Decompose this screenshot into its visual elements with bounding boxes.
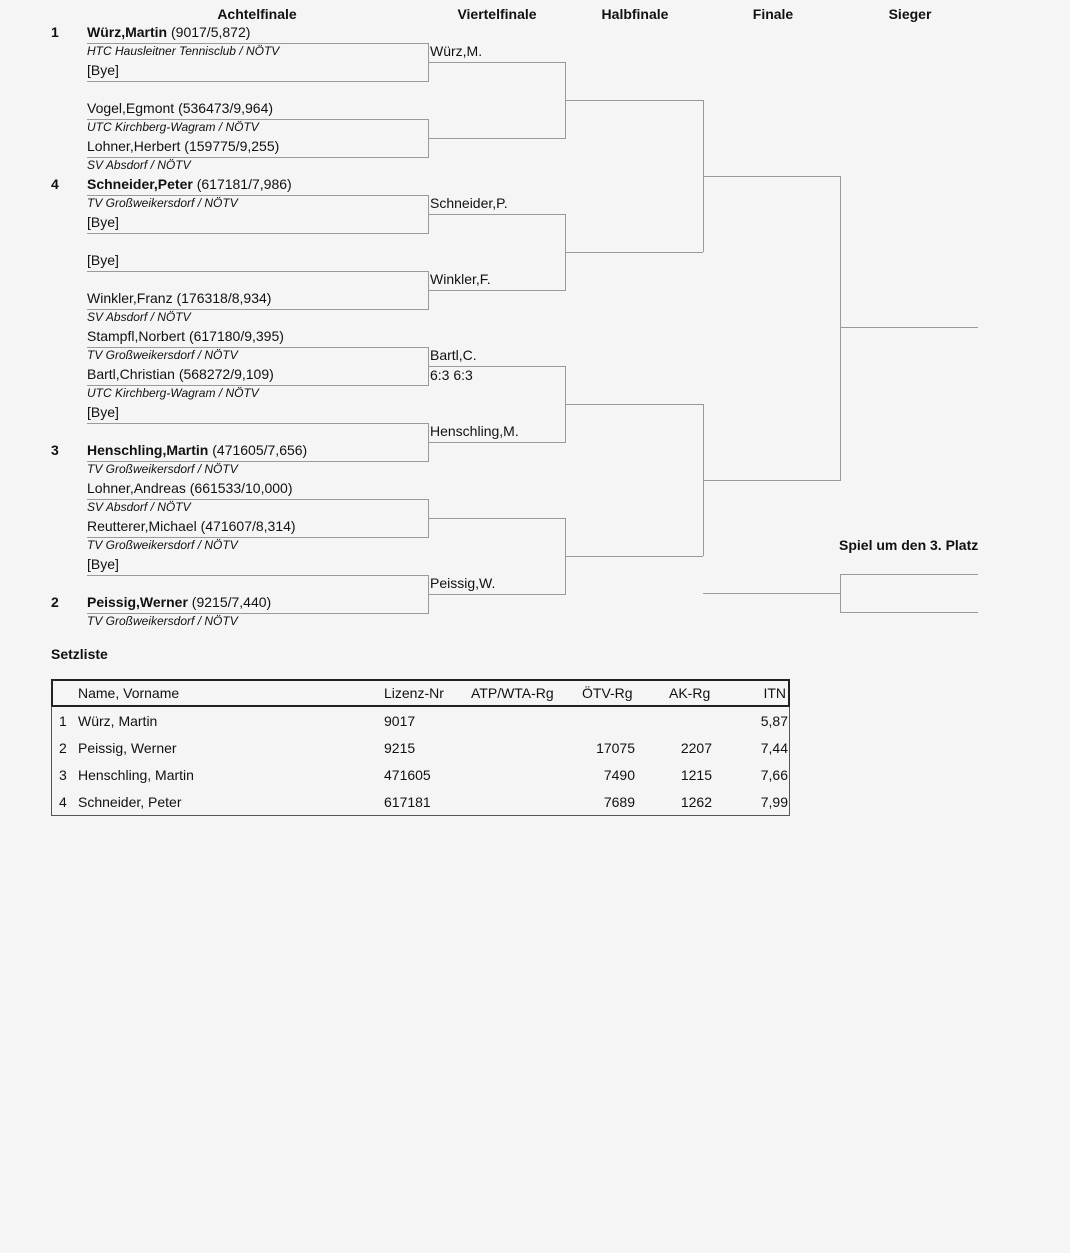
seed-number: 4 — [51, 176, 59, 192]
player-ranking-info: (159775/9,255) — [184, 138, 280, 154]
seed-position: 3 — [59, 767, 67, 783]
seed-oetv-rank: 7490 — [603, 767, 635, 783]
match-winner: Bartl,C. — [430, 347, 477, 363]
seed-player-name: Würz, Martin — [78, 713, 158, 729]
third-place-title: Spiel um den 3. Platz — [839, 537, 979, 553]
bracket-line — [87, 119, 429, 120]
bracket-line — [87, 575, 429, 576]
bracket-line — [428, 290, 566, 291]
player-club: TV Großweikersdorf / NÖTV — [87, 462, 238, 476]
player-name: Lohner,Andreas — [87, 480, 186, 496]
seed-ak-rank: 1262 — [680, 794, 712, 810]
player-name: [Bye] — [87, 252, 119, 268]
seed-license-number: 617181 — [384, 794, 431, 810]
player-name: Stampfl,Norbert — [87, 328, 186, 344]
seed-list-body — [51, 707, 790, 816]
player-ranking-info: (9215/7,440) — [191, 594, 272, 610]
player-name: Vogel,Egmont — [87, 100, 175, 116]
seed-itn: 5,87 — [760, 713, 788, 729]
match-winner: Winkler,F. — [430, 271, 491, 287]
player-name: [Bye] — [87, 62, 119, 78]
seed-list-row — [52, 734, 789, 761]
player-name: Winkler,Franz — [87, 290, 173, 306]
bracket-line — [87, 43, 429, 44]
player-club: HTC Hausleitner Tennisclub / NÖTV — [87, 44, 280, 58]
player-ranking-info: (568272/9,109) — [178, 366, 274, 382]
player-club: TV Großweikersdorf / NÖTV — [87, 614, 238, 628]
col-header-ak: AK-Rg — [669, 685, 711, 701]
bracket-line — [87, 195, 429, 196]
seed-position: 1 — [59, 713, 67, 729]
bracket-line — [428, 442, 566, 443]
bracket-line — [87, 157, 429, 158]
col-header-license: Lizenz-Nr — [384, 685, 444, 701]
seed-position: 2 — [59, 740, 67, 756]
player-entry — [87, 24, 250, 40]
bracket-line — [87, 423, 429, 424]
seed-itn: 7,44 — [760, 740, 788, 756]
seed-player-name: Henschling, Martin — [78, 767, 194, 783]
bracket-line — [87, 271, 429, 272]
player-name: Lohner,Herbert — [87, 138, 181, 154]
player-name: [Bye] — [87, 404, 119, 420]
player-ranking-info: (536473/9,964) — [178, 100, 274, 116]
bracket-line — [565, 100, 703, 101]
player-name: Henschling,Martin — [87, 442, 209, 458]
player-name: Reutterer,Michael — [87, 518, 197, 534]
bracket-line — [840, 574, 978, 575]
seed-position: 4 — [59, 794, 67, 810]
seed-license-number: 9215 — [384, 740, 416, 756]
match-winner: Henschling,M. — [430, 423, 519, 439]
round-header-sieger: Sieger — [888, 6, 932, 22]
bracket-line — [87, 309, 429, 310]
col-header-oetv: ÖTV-Rg — [582, 685, 633, 701]
seed-list-row — [52, 788, 789, 815]
player-entry — [87, 138, 279, 154]
bracket-line — [428, 518, 566, 519]
player-name: [Bye] — [87, 214, 119, 230]
player-entry — [87, 556, 119, 572]
bracket-line — [428, 214, 566, 215]
player-ranking-info: (176318/8,934) — [176, 290, 272, 306]
player-entry — [87, 328, 284, 344]
seed-list-table — [51, 679, 790, 816]
seed-player-name: Peissig, Werner — [78, 740, 177, 756]
seed-player-name: Schneider, Peter — [78, 794, 182, 810]
player-entry — [87, 290, 271, 306]
bracket-line — [565, 404, 703, 405]
match-score: 6:3 6:3 — [430, 367, 473, 383]
match-winner: Würz,M. — [430, 43, 483, 59]
round-header-halbfinale: Halbfinale — [601, 6, 669, 22]
bracket-line — [87, 499, 429, 500]
seed-oetv-rank: 7689 — [603, 794, 635, 810]
col-header-name: Name, Vorname — [78, 685, 180, 701]
bracket-line — [840, 574, 841, 612]
bracket-line — [87, 385, 429, 386]
seed-number: 2 — [51, 594, 59, 610]
bracket-line — [87, 81, 429, 82]
player-club: UTC Kirchberg-Wagram / NÖTV — [87, 120, 259, 134]
seed-number: 3 — [51, 442, 59, 458]
seed-list-title: Setzliste — [51, 646, 108, 662]
player-ranking-info: (617181/7,986) — [196, 176, 292, 192]
seed-ak-rank: 1215 — [680, 767, 712, 783]
player-ranking-info: (661533/10,000) — [189, 480, 293, 496]
player-ranking-info: (471605/7,656) — [212, 442, 308, 458]
bracket-line — [840, 612, 978, 613]
round-header-viertelfinale: Viertelfinale — [457, 6, 537, 22]
seed-list-header-row — [51, 679, 790, 707]
player-club: TV Großweikersdorf / NÖTV — [87, 538, 238, 552]
player-club: TV Großweikersdorf / NÖTV — [87, 196, 238, 210]
seed-license-number: 9017 — [384, 713, 416, 729]
player-club: UTC Kirchberg-Wagram / NÖTV — [87, 386, 259, 400]
player-name: [Bye] — [87, 556, 119, 572]
player-club: TV Großweikersdorf / NÖTV — [87, 348, 238, 362]
player-ranking-info: (471607/8,314) — [200, 518, 296, 534]
player-entry — [87, 594, 271, 610]
player-name: Bartl,Christian — [87, 366, 175, 382]
player-entry — [87, 252, 119, 268]
bracket-line — [87, 233, 429, 234]
seed-itn: 7,99 — [760, 794, 788, 810]
seed-ak-rank: 2207 — [680, 740, 712, 756]
player-name: Peissig,Werner — [87, 594, 188, 610]
seed-list-row — [52, 761, 789, 788]
player-entry — [87, 176, 292, 192]
player-entry — [87, 404, 119, 420]
bracket-line — [87, 347, 429, 348]
bracket-line — [703, 176, 841, 177]
player-entry — [87, 62, 119, 78]
col-header-itn: ITN — [763, 685, 786, 701]
round-header-finale: Finale — [752, 6, 794, 22]
bracket-line — [428, 138, 566, 139]
player-club: SV Absdorf / NÖTV — [87, 158, 191, 172]
bracket-line — [703, 593, 841, 594]
seed-number: 1 — [51, 24, 59, 40]
bracket-line — [428, 594, 566, 595]
player-entry — [87, 214, 119, 230]
bracket-line — [565, 556, 703, 557]
match-winner: Schneider,P. — [430, 195, 508, 211]
player-entry — [87, 518, 296, 534]
player-entry — [87, 480, 293, 496]
player-ranking-info: (9017/5,872) — [171, 24, 251, 40]
player-entry — [87, 442, 307, 458]
player-club: SV Absdorf / NÖTV — [87, 310, 191, 324]
round-header-achtelfinale: Achtelfinale — [217, 6, 297, 22]
bracket-line — [840, 176, 841, 480]
bracket-line — [565, 252, 703, 253]
match-winner: Peissig,W. — [430, 575, 496, 591]
bracket-line — [428, 62, 566, 63]
seed-itn: 7,66 — [760, 767, 788, 783]
bracket-line — [840, 327, 978, 328]
bracket-line — [703, 480, 841, 481]
player-club: SV Absdorf / NÖTV — [87, 500, 191, 514]
seed-list-row — [52, 707, 789, 734]
bracket-line — [87, 613, 429, 614]
player-ranking-info: (617180/9,395) — [188, 328, 284, 344]
bracket-line — [87, 461, 429, 462]
seed-oetv-rank: 17075 — [596, 740, 635, 756]
player-name: Würz,Martin — [87, 24, 168, 40]
col-header-atp: ATP/WTA-Rg — [471, 685, 554, 701]
seed-license-number: 471605 — [384, 767, 431, 783]
player-name: Schneider,Peter — [87, 176, 193, 192]
player-entry — [87, 100, 273, 116]
bracket-line — [87, 537, 429, 538]
player-entry — [87, 366, 274, 382]
